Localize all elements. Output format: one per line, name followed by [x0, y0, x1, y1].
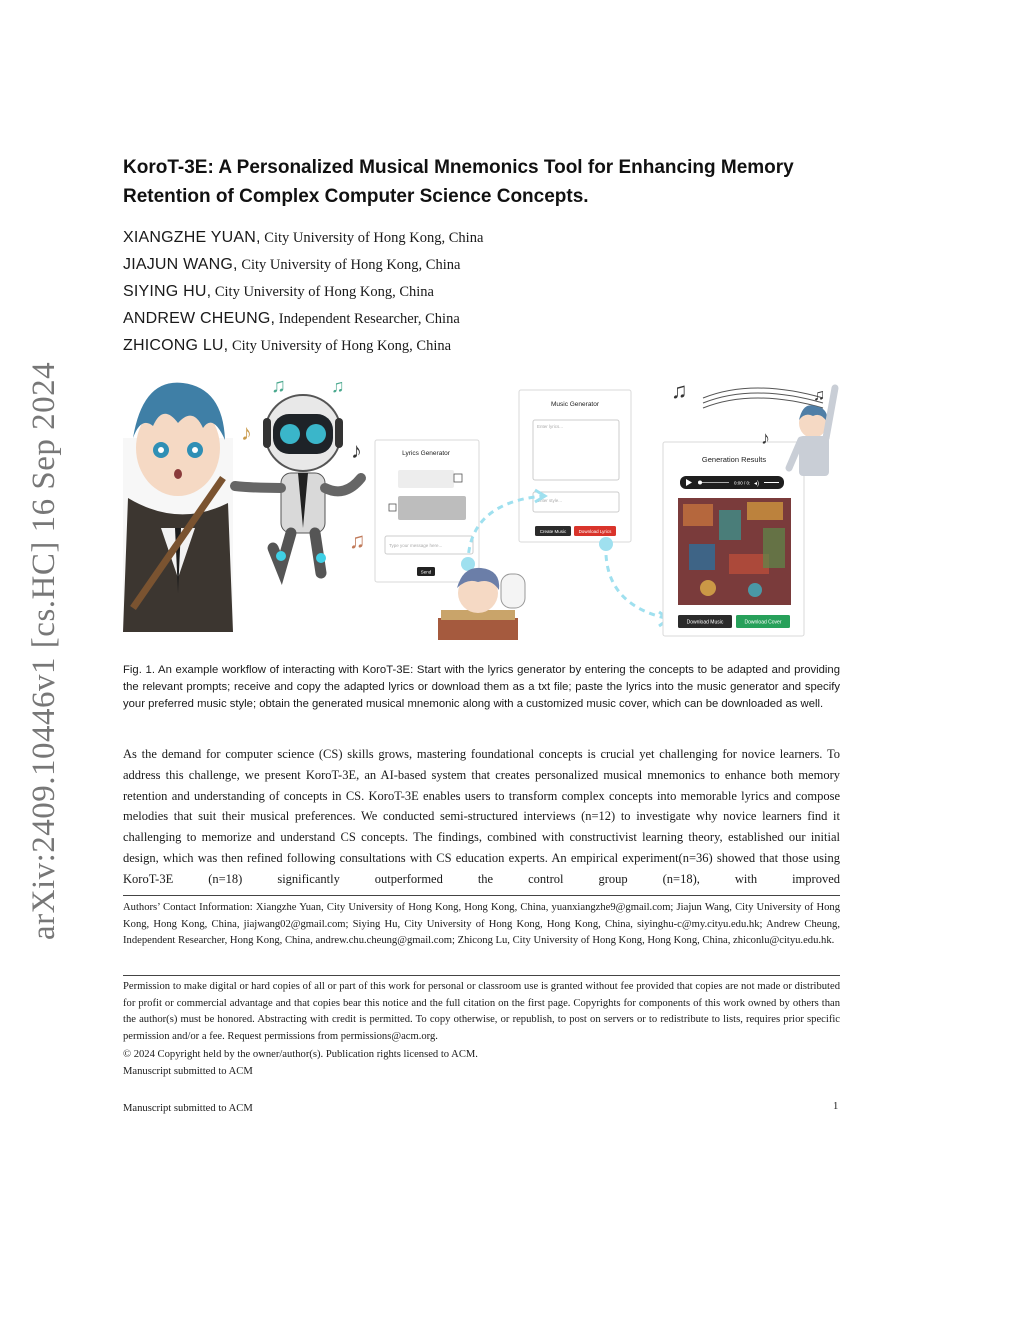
author-name: XIANGZHE YUAN,	[123, 229, 261, 246]
author-name: JIAJUN WANG,	[123, 256, 238, 273]
author-item	[123, 254, 483, 281]
svg-text:♪: ♪	[351, 438, 362, 463]
svg-text:♫: ♫	[813, 387, 825, 404]
author-affiliation: City University of Hong Kong, China	[214, 284, 434, 300]
download-music-label: Download Music	[686, 619, 724, 626]
music-lyrics-input[interactable]: Enter lyrics...	[537, 424, 564, 429]
audio-time: 0:00 / 0:	[734, 480, 751, 486]
author-name: ZHICONG LU,	[123, 337, 229, 354]
abstract-text: As the demand for computer science (CS) skills grows, mastering foundational concepts is crucial yet challenging for novice learners. To address this challenge, we present KoroT-3E, an AI-based system that creates personalized musical mnemonics to enhance both memory retention and understanding of concepts in CS. KoroT-3E enables users to transform complex concepts into memorable lyrics and compose melodies that suit their musical preferences. We conducted semi-structured interviews (n=12) to investigate why novice learners find it challenging to memorize and understand CS concepts. The findings, combined with constructivist learning theory, established our initial design, which was then refined following consultations with CS education experts. An empirical experiment(n=36) showed that those using KoroT-3E (n=18) significantly outperformed the control group (n=18), with improved	[123, 747, 840, 886]
divider	[123, 895, 840, 896]
music-generator-panel	[519, 390, 631, 542]
author-item	[123, 308, 483, 335]
lyrics-panel-title: Lyrics Generator	[402, 450, 450, 457]
author-item	[123, 227, 483, 254]
author-item	[123, 281, 483, 308]
download-cover-label: Download Cover	[744, 619, 782, 626]
generation-results-panel	[663, 442, 804, 636]
divider	[123, 975, 840, 976]
author-name: ANDREW CHEUNG,	[123, 310, 276, 327]
author-affiliation: City University of Hong Kong, China	[241, 257, 461, 273]
svg-text:♪: ♪	[241, 420, 252, 445]
results-panel-title: Generation Results	[701, 455, 767, 464]
svg-text:♫: ♫	[671, 378, 688, 403]
manuscript-note: Manuscript submitted to ACM	[123, 1066, 253, 1077]
svg-text:♪: ♪	[761, 428, 770, 448]
author-item	[123, 335, 483, 362]
footer-left: Manuscript submitted to ACM	[123, 1103, 253, 1114]
create-music-label: Create Music	[539, 529, 567, 534]
author-list	[123, 227, 483, 362]
send-button-label: Send	[420, 569, 432, 575]
svg-text:♫: ♫	[331, 378, 345, 396]
page-number: 1	[833, 1101, 839, 1112]
volume-icon[interactable]: ◂)	[754, 481, 760, 487]
figure-caption: Fig. 1. An example workflow of interacting with KoroT-3E: Start with the lyrics generator by entering the concepts to be adapted and providing the relevant prompts; receive and copy the adapted lyrics or download them as a txt file; paste the lyrics into the music generator and specify your preferred music style; obtain the generated musical mnemonic along with a customized music cover, which can be downloaded as well.	[123, 664, 840, 710]
svg-text:♫: ♫	[271, 378, 286, 397]
author-name: SIYING HU,	[123, 283, 212, 300]
figure-workflow	[123, 378, 841, 644]
contact-information: Authors’ Contact Information: Xiangzhe Yuan, City University of Hong Kong, Hong Kong, China, yuanxiangzhe9@gmail.com; Jiajun Wang, City University of Hong Kong, Hong Kong, China, jiajwang02@gmail.com; Siying Hu, City University of Hong Kong, Hong Kong, China, siyinghu-c@my.cityu.edu.hk; Andrew Cheung, Independent Researcher, Hong Kong, China, andrew.chu.cheung@gmail.com; Zhicong Lu, City University of Hong Kong, Hong Kong, China, zhiconlu@cityu.edu.hk.	[123, 902, 840, 947]
student-illustration	[123, 383, 233, 632]
music-style-input[interactable]: Enter style...	[537, 498, 563, 503]
author-affiliation: City University of Hong Kong, China	[264, 230, 484, 246]
lyrics-input[interactable]: Type your message here...	[389, 543, 443, 548]
arxiv-stamp: arXiv:2409.10446v1 [cs.HC] 16 Sep 2024	[26, 361, 62, 940]
paper-title: KoroT-3E: A Personalized Musical Mnemonics Tool for Enhancing Memory Retention of Complex Computer Science Concepts.	[123, 157, 794, 207]
robot-illustration	[235, 378, 366, 573]
copyright-line: © 2024 Copyright held by the owner/author(s). Publication rights licensed to ACM.	[123, 1049, 478, 1060]
svg-text:♫: ♫	[349, 528, 366, 553]
permission-notice: Permission to make digital or hard copies of all or part of this work for personal or classroom use is granted without fee provided that copies are not made or distributed for profit or commercial advantage and that copies bear this notice and the full citation on the first page. Copyrights for components of this work owned by others than the author(s) must be honored. Abstracting with credit is permitted. To copy otherwise, or republish, to post on servers or to redistribute to lists, requires prior specific permission and/or a fee. Request permissions from permissions@acm.org.	[123, 981, 840, 1042]
author-affiliation: City University of Hong Kong, China	[231, 338, 452, 354]
download-lyrics-label: Download Lyrics	[578, 529, 612, 534]
music-panel-title: Music Generator	[550, 401, 600, 408]
author-affiliation: Independent Researcher, China	[278, 311, 460, 327]
